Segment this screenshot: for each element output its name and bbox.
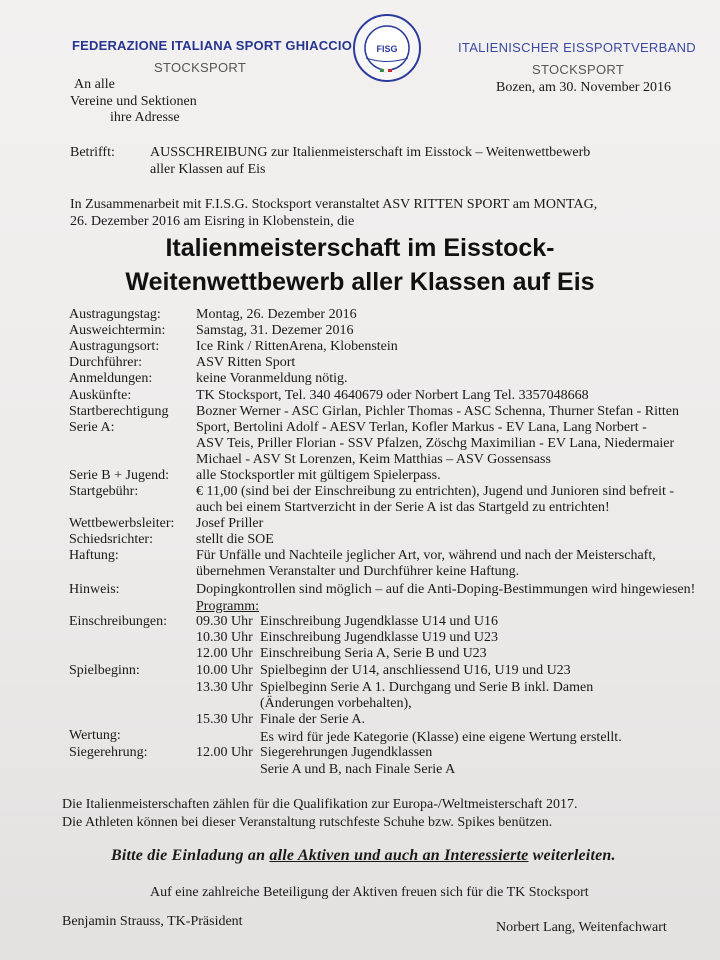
value-austragungsort: Ice Rink / RittenArena, Klobenstein	[196, 339, 398, 354]
subject-label: Betrifft:	[70, 145, 115, 160]
time-7: 12.00 Uhr	[196, 745, 253, 760]
event-2: Einschreibung Jugendklasse U19 und U23	[260, 630, 498, 645]
label-serie-a: Serie A:	[69, 420, 115, 435]
event-7: Siegerehrungen Jugendklassen	[260, 745, 433, 760]
event-6: Finale der Serie A.	[260, 712, 365, 727]
value-startberechtigung-2: Sport, Bertolini Adolf - AESV Terlan, Kofler Markus - EV Lana, Lang Norbert -	[196, 420, 647, 435]
label-wettbewerbsleiter: Wettbewerbsleiter:	[69, 516, 175, 531]
place-date: Bozen, am 30. November 2016	[496, 80, 671, 95]
signature-right: Norbert Lang, Weitenfachwart	[496, 920, 667, 935]
event-1: Einschreibung Jugendklasse U14 und U16	[260, 614, 498, 629]
header-left-org: FEDERAZIONE ITALIANA SPORT GHIACCIO	[72, 38, 352, 53]
label-serie-b-jugend: Serie B + Jugend:	[69, 468, 170, 483]
forward-appeal	[111, 847, 616, 865]
logo-center-text: FISG	[376, 44, 398, 54]
label-startgebuehr: Startgebühr:	[69, 484, 139, 499]
header-right-sub: STOCKSPORT	[532, 62, 625, 77]
subject-line-1: AUSSCHREIBUNG zur Italienmeisterschaft im Eisstock – Weitenwettbewerb	[150, 145, 591, 160]
header-right-org: ITALIENISCHER EISSPORTVERBAND	[458, 40, 696, 55]
label-ausweichtermin: Ausweichtermin:	[69, 323, 166, 338]
value-anmeldungen: keine Voranmeldung nötig.	[196, 371, 348, 386]
label-austragungsort: Austragungsort:	[69, 339, 160, 354]
address-line-2: Vereine und Sektionen	[70, 94, 197, 109]
label-siegerehrung: Siegerehrung:	[69, 745, 148, 760]
label-spielbeginn: Spielbeginn:	[69, 663, 140, 678]
intro-line-1: In Zusammenarbeit mit F.I.S.G. Stocksport veranstaltet ASV RITTEN SPORT am MONTAG,	[70, 197, 598, 212]
value-wettbewerbsleiter: Josef Priller	[196, 516, 264, 531]
value-wertung: Es wird für jede Kategorie (Klasse) eine eigene Wertung erstellt.	[260, 730, 622, 745]
time-6: 15.30 Uhr	[196, 712, 253, 727]
address-line-1: An alle	[74, 77, 115, 92]
label-wertung: Wertung:	[69, 728, 121, 743]
label-haftung: Haftung:	[69, 548, 119, 563]
programm-heading: Programm:	[196, 599, 259, 614]
value-startgebuehr-1: € 11,00 (sind bei der Einschreibung zu entrichten), Jugend und Junioren sind befreit -	[196, 484, 675, 499]
appeal-pre: Bitte die Einladung an	[111, 847, 270, 864]
value-startberechtigung-4: Michael - ASV St Lorenzen, Keim Matthias – ASV Gossensass	[196, 452, 551, 467]
value-austragungstag: Montag, 26. Dezember 2016	[196, 307, 357, 322]
intro-line-2: 26. Dezember 2016 am Eisring in Klobenstein, die	[70, 214, 355, 229]
event-7-line-2: Serie A und B, nach Finale Serie A	[260, 762, 456, 777]
label-austragungstag: Austragungstag:	[69, 307, 161, 322]
value-schiedsrichter: stellt die SOE	[196, 532, 274, 547]
event-4: Spielbeginn der U14, anschliessend U16, U19 und U23	[260, 663, 571, 678]
time-5: 13.30 Uhr	[196, 680, 253, 695]
event-3: Einschreibung Seria A, Serie B und U23	[260, 646, 487, 661]
event-5-note: (Änderungen vorbehalten),	[260, 696, 412, 711]
value-startberechtigung-3: ASV Teis, Priller Florian - SSV Pfalzen, Zöschg Maximilian - EV Lana, Niedermaier	[196, 436, 675, 451]
appeal-post: weiterleiten.	[528, 847, 616, 864]
value-haftung-1: Für Unfälle und Nachteile jeglicher Art, vor, während und nach der Meisterschaft,	[196, 548, 656, 563]
time-4: 10.00 Uhr	[196, 663, 253, 678]
time-1: 09.30 Uhr	[196, 614, 253, 629]
time-3: 12.00 Uhr	[196, 646, 253, 661]
label-durchfuehrer: Durchführer:	[69, 355, 143, 370]
value-haftung-2: übernehmen Veranstalter und Durchführer keine Haftung.	[196, 564, 520, 579]
time-2: 10.30 Uhr	[196, 630, 253, 645]
note-line-1: Die Italienmeisterschaften zählen für die Qualifikation zur Europa-/Weltmeisterschaft 2017.	[62, 797, 578, 812]
appeal-underlined-1: alle Aktiven	[269, 847, 350, 864]
signature-left: Benjamin Strauss, TK-Präsident	[62, 914, 243, 929]
fisg-logo	[352, 13, 422, 83]
appeal-mid: und auch an	[349, 847, 445, 864]
closing-line: Auf eine zahlreiche Beteiligung der Aktiven freuen sich für die TK Stocksport	[150, 885, 589, 900]
label-hinweis: Hinweis:	[69, 582, 120, 597]
value-serie-b-jugend: alle Stocksportler mit gültigem Spielerpass.	[196, 468, 441, 483]
header-left-sub: STOCKSPORT	[154, 60, 247, 75]
event-title-line-1: Italienmeisterschaft im Eisstock-	[165, 234, 555, 262]
appeal-underlined-2: Interessierte	[444, 847, 529, 864]
value-startberechtigung-1: Bozner Werner - ASC Girlan, Pichler Thomas - ASC Schenna, Thurner Stefan - Ritten	[196, 404, 679, 419]
event-5: Spielbeginn Serie A 1. Durchgang und Serie B inkl. Damen	[260, 680, 594, 695]
address-line-3: ihre Adresse	[110, 110, 180, 125]
value-startgebuehr-2: auch bei einem Startverzicht in der Serie A ist das Startgeld zu entrichten!	[196, 500, 610, 515]
note-line-2: Die Athleten können bei dieser Veranstaltung rutschfeste Schuhe bzw. Spikes benützen.	[62, 815, 553, 830]
label-startberechtigung: Startberechtigung	[69, 404, 169, 419]
label-einschreibungen: Einschreibungen:	[69, 614, 167, 629]
value-auskuenfte: TK Stocksport, Tel. 340 4640679 oder Norbert Lang Tel. 3357048668	[196, 388, 589, 403]
subject-line-2: aller Klassen auf Eis	[150, 162, 266, 177]
label-schiedsrichter: Schiedsrichter:	[69, 532, 153, 547]
value-ausweichtermin: Samstag, 31. Dezemer 2016	[196, 323, 354, 338]
value-durchfuehrer: ASV Ritten Sport	[196, 355, 296, 370]
label-anmeldungen: Anmeldungen:	[69, 371, 153, 386]
label-auskuenfte: Auskünfte:	[69, 388, 132, 403]
event-title-line-2: Weitenwettbewerb aller Klassen auf Eis	[125, 268, 595, 296]
value-hinweis: Dopingkontrollen sind möglich – auf die Anti-Doping-Bestimmungen wird hingewiesen!	[196, 582, 696, 597]
